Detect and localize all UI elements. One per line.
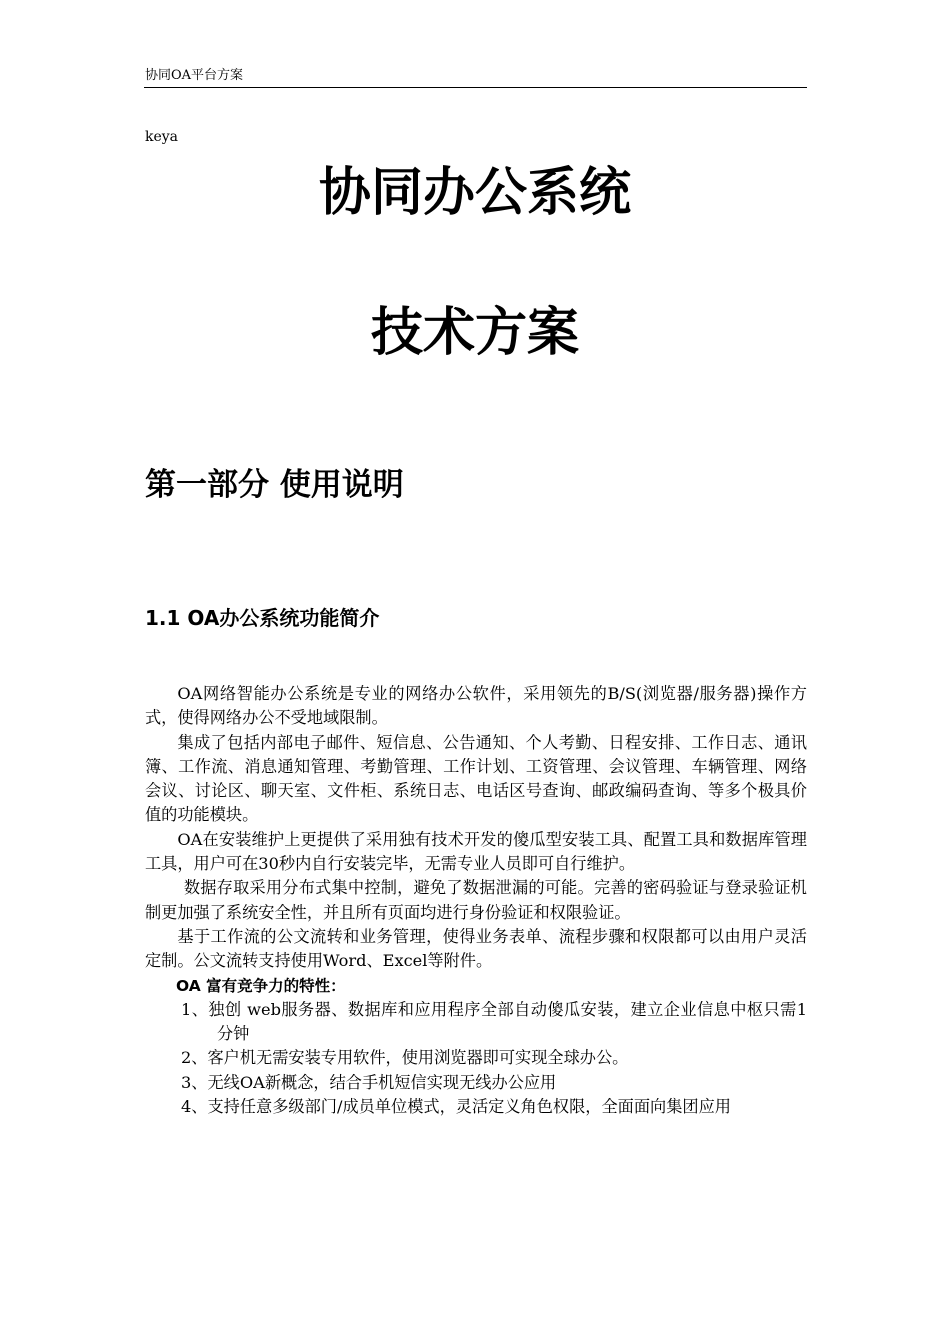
list-item: 2、客户机无需安装专用软件，使用浏览器即可实现全球办公。 [181, 1048, 629, 1068]
body-text [145, 682, 807, 1119]
author-name: keya [145, 129, 179, 145]
document-title-line-2: 技术方案 [370, 303, 579, 363]
header-divider [144, 87, 807, 88]
paragraph: OA在安装维护上更提供了采用独有技术开发的傻瓜型安装工具、配置工具和数据库管理工具，用户可在30秒内自行安装完毕，无需专业人员即可自行维护。 [145, 829, 807, 874]
running-header: 协同OA平台方案 [145, 68, 244, 83]
paragraph: 数据存取采用分布式集中控制，避免了数据泄漏的可能。完善的密码验证与登录验证机制更加强了系统安全性，并且所有页面均进行身份验证和权限验证。 [145, 878, 807, 922]
part-heading: 第一部分 使用说明 [145, 467, 404, 503]
paragraph: 集成了包括内部电子邮件、短信息、公告通知、个人考勤、日程安排、工作日志、通讯簿、工作流、消息通知管理、考勤管理、工作计划、工资管理、会议管理、车辆管理、网络会议、讨论区、聊天室、文件柜、系统日志、电话区号查询、邮政编码查询、等多个极具价值的功能模块。 [145, 732, 807, 825]
list-item: 1、独创 web服务器、数据库和应用程序全部自动傻瓜安装，建立企业信息中枢只需1分钟 [181, 999, 807, 1044]
feature-list [145, 998, 807, 1119]
paragraph: OA网络智能办公系统是专业的网络办公软件，采用领先的B/S(浏览器/服务器)操作方式，使得网络办公不受地域限制。 [145, 684, 807, 728]
document-title-line-1: 协同办公系统 [318, 163, 631, 223]
section-heading: 1.1 OA办公系统功能简介 [145, 606, 380, 630]
list-item: 3、无线OA新概念，结合手机短信实现无线办公应用 [181, 1072, 557, 1092]
list-item: 4、支持任意多级部门/成员单位模式，灵活定义角色权限，全面面向集团应用 [181, 1097, 731, 1117]
paragraph: 基于工作流的公文流转和业务管理，使得业务表单、流程步骤和权限都可以由用户灵活定制。公文流转支持使用Word、Excel等附件。 [145, 926, 807, 971]
features-heading: OA 富有竞争力的特性： [176, 976, 346, 995]
